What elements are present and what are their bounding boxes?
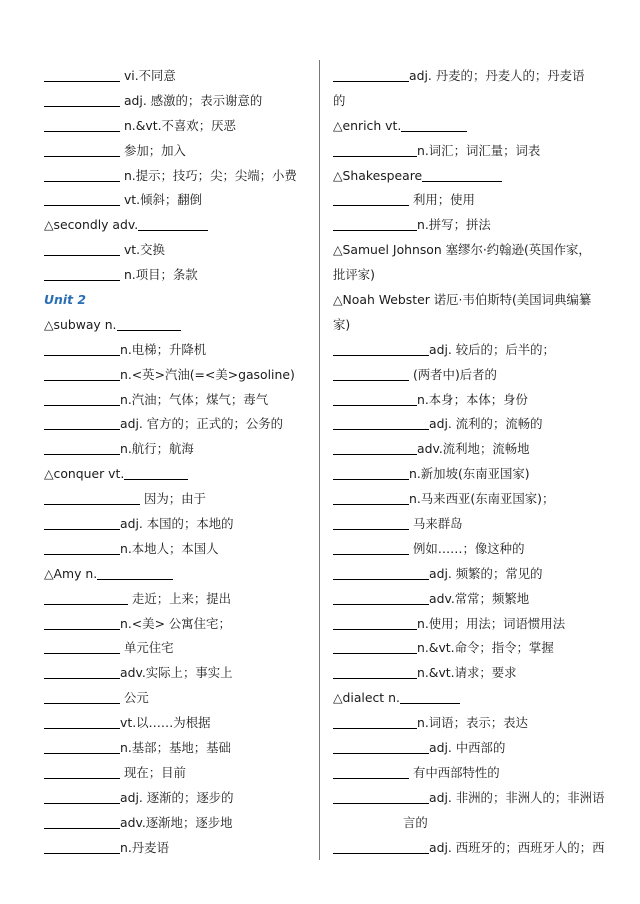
answer-blank <box>333 414 429 430</box>
definition-text: adj. 流利的；流畅的 <box>429 416 543 432</box>
term-entry <box>44 462 306 487</box>
answer-blank <box>97 564 173 580</box>
definition-text: 有中西部特性的 <box>409 764 500 780</box>
column-divider <box>319 60 320 860</box>
definition-text: adj. 逐渐的；逐步的 <box>120 789 234 805</box>
left-column <box>44 64 306 861</box>
definition-text: adj. 丹麦的；丹麦人的；丹麦语 <box>409 68 585 83</box>
term-entry <box>44 213 306 238</box>
definition-text: n.&vt.请求；要求 <box>417 665 517 681</box>
vocab-entry <box>333 562 605 587</box>
answer-blank <box>117 315 181 331</box>
answer-blank <box>333 788 429 804</box>
vocab-entry <box>333 537 605 562</box>
vocab-entry <box>44 238 306 263</box>
term-entry <box>333 686 605 711</box>
definition-text: 现在；目前 <box>120 764 186 780</box>
vocab-entry <box>333 139 605 164</box>
vocab-entry <box>44 64 306 89</box>
answer-blank <box>333 340 429 356</box>
definition-text: n.新加坡(东南亚国家) <box>409 466 530 482</box>
answer-blank <box>333 713 417 729</box>
text-line: △Samuel Johnson 塞缪尔·约翰逊(英国作家， <box>333 242 591 258</box>
answer-blank <box>44 265 120 281</box>
vocab-entry <box>44 537 306 562</box>
definition-text: 马来群岛 <box>409 516 463 532</box>
answer-blank <box>44 788 120 804</box>
term-text: △dialect n. <box>333 690 400 706</box>
answer-blank <box>333 663 417 679</box>
definition-text: n.拼写；拼法 <box>417 217 491 233</box>
answer-blank <box>44 91 120 107</box>
answer-blank <box>333 464 409 480</box>
answer-blank <box>333 589 429 605</box>
answer-blank <box>44 813 120 829</box>
vocab-entry <box>44 636 306 661</box>
answer-blank <box>422 166 502 182</box>
vocab-entry <box>44 487 306 512</box>
vocab-entry <box>333 462 605 487</box>
definition-text: adv.实际上；事实上 <box>120 665 233 681</box>
answer-blank <box>333 141 417 157</box>
vocab-entry <box>333 736 605 761</box>
vocab-entry <box>333 661 605 686</box>
definition-text: adj. 较后的；后半的； <box>429 341 555 357</box>
answer-blank <box>44 688 120 704</box>
answer-blank <box>44 190 120 206</box>
answer-blank <box>44 414 120 430</box>
vocab-entry <box>333 412 605 437</box>
continuation-line: 言的 <box>403 814 428 830</box>
term-text: △enrich vt. <box>333 117 402 133</box>
definition-text: 因为；由于 <box>140 491 206 507</box>
vocab-entry <box>44 188 306 213</box>
definition-text: 公元 <box>120 690 149 706</box>
answer-blank <box>44 489 140 505</box>
vocab-entry <box>44 761 306 786</box>
definition-text: adj. 感激的；表示谢意的 <box>120 92 263 108</box>
vocab-entry <box>333 836 605 861</box>
definition-text: n.项目；条款 <box>120 267 198 283</box>
text-line: 的 <box>333 92 346 108</box>
unit-heading <box>44 288 306 313</box>
answer-blank <box>44 638 120 654</box>
answer-blank <box>333 365 409 381</box>
definition-text: adj. 本国的；本地的 <box>120 516 234 532</box>
vocab-entry <box>44 811 306 836</box>
definition-text: (两者中)后者的 <box>409 366 497 382</box>
vocab-entry <box>333 587 605 612</box>
definition-text: n.本地人；本国人 <box>120 540 219 556</box>
answer-blank <box>333 489 409 505</box>
vocab-entry <box>44 363 306 388</box>
definition-text: n.<美> 公寓住宅； <box>120 615 231 631</box>
vocab-entry <box>333 786 605 811</box>
vocab-entry <box>44 711 306 736</box>
answer-blank <box>44 614 120 630</box>
unit-title: Unit 2 <box>44 292 86 308</box>
definition-text: adv.逐渐地；逐步地 <box>120 814 233 830</box>
vocab-entry <box>333 338 605 363</box>
definition-text: 单元住宅 <box>120 640 174 656</box>
definition-text: n.基部；基地；基础 <box>120 740 231 756</box>
definition-text: adj. 非洲的；非洲人的；非洲语 <box>429 789 605 805</box>
definition-text: adj. 西班牙的；西班牙人的；西 <box>429 839 605 855</box>
definition-text: adv.流利地；流畅地 <box>417 441 530 457</box>
vocab-entry <box>44 412 306 437</box>
answer-blank <box>44 738 120 754</box>
answer-blank <box>333 215 417 231</box>
answer-blank <box>333 514 409 530</box>
vocab-entry <box>44 512 306 537</box>
definition-text: n.汽油；气体；煤气；毒气 <box>120 391 269 407</box>
answer-blank <box>333 390 417 406</box>
answer-blank <box>138 215 208 231</box>
vocab-entry <box>333 711 605 736</box>
answer-blank <box>44 589 128 605</box>
answer-blank <box>401 116 467 132</box>
definition-text: n.航行；航海 <box>120 441 194 457</box>
answer-blank <box>333 763 409 779</box>
definition-text: n.&vt.不喜欢；厌恶 <box>120 117 236 133</box>
term-entry <box>44 562 306 587</box>
definition-text: adj. 频繁的；常见的 <box>429 565 543 581</box>
text-line: △Noah Webster 诺厄·韦伯斯特(美国词典编纂 <box>333 292 592 308</box>
term-text: △secondly adv. <box>44 217 139 233</box>
definition-text: vt.交换 <box>120 242 165 258</box>
answer-blank <box>44 439 120 455</box>
vocab-entry <box>333 64 605 89</box>
vocab-entry <box>333 761 605 786</box>
answer-blank <box>44 663 120 679</box>
vocab-entry <box>44 686 306 711</box>
term-text: △conquer vt. <box>44 466 125 482</box>
vocab-entry <box>333 512 605 537</box>
definition-text: 例如……；像这种的 <box>409 540 525 556</box>
definition-text: n.词语；表示；表达 <box>417 715 528 731</box>
answer-blank <box>44 340 120 356</box>
definition-text: n.使用；用法；词语惯用法 <box>417 615 566 631</box>
vocab-entry <box>333 636 605 661</box>
vocab-entry <box>44 661 306 686</box>
answer-blank <box>333 638 417 654</box>
definition-text: vi.不同意 <box>120 68 176 83</box>
definition-text: 参加；加入 <box>120 142 186 158</box>
answer-blank <box>44 838 120 854</box>
vocab-entry <box>44 338 306 363</box>
definition-text: n.<英>汽油(=<美>gasoline) <box>120 366 295 382</box>
vocab-entry <box>44 836 306 861</box>
answer-blank <box>44 514 120 530</box>
answer-blank <box>333 838 429 854</box>
vocab-entry <box>44 164 306 189</box>
answer-blank <box>400 688 460 704</box>
answer-blank <box>44 240 120 256</box>
answer-blank <box>44 365 120 381</box>
vocab-entry <box>333 437 605 462</box>
term-text: △subway n. <box>44 316 117 332</box>
answer-blank <box>333 564 429 580</box>
definition-text: n.提示；技巧；尖；尖端；小费 <box>120 167 297 183</box>
answer-blank <box>44 763 120 779</box>
definition-text: n.&vt.命令；指令；掌握 <box>417 640 554 656</box>
vocab-entry <box>333 612 605 637</box>
text-line: 家) <box>333 316 351 332</box>
answer-blank <box>124 464 188 480</box>
vocab-entry <box>44 388 306 413</box>
definition-text: 利用；使用 <box>409 192 475 208</box>
definition-text: adj. 官方的；正式的；公务的 <box>120 416 284 432</box>
vocab-entry <box>333 388 605 413</box>
answer-blank <box>44 539 120 555</box>
vocab-entry <box>44 612 306 637</box>
right-column <box>333 64 605 861</box>
term-text: △Shakespeare <box>333 167 423 183</box>
term-text: △Amy n. <box>44 565 98 581</box>
definition-text: vt.倾斜；翻倒 <box>120 192 203 208</box>
vocab-entry <box>44 587 306 612</box>
vocab-entry <box>44 114 306 139</box>
answer-blank <box>44 166 120 182</box>
answer-blank <box>333 738 429 754</box>
answer-blank <box>333 614 417 630</box>
vocab-entry <box>333 213 605 238</box>
definition-text: adj. 中西部的 <box>429 740 506 756</box>
term-entry <box>333 164 605 189</box>
answer-blank <box>44 66 120 82</box>
vocab-entry <box>333 487 605 512</box>
definition-text: vt.以……为根据 <box>120 715 211 731</box>
answer-blank <box>44 116 120 132</box>
term-entry <box>44 313 306 338</box>
answer-blank <box>333 439 417 455</box>
vocab-entry <box>44 139 306 164</box>
vocab-entry <box>44 89 306 114</box>
answer-blank <box>333 66 409 82</box>
answer-blank <box>44 141 120 157</box>
vocab-entry <box>44 736 306 761</box>
term-entry <box>333 114 605 139</box>
definition-text: adv.常常；频繁地 <box>429 590 530 606</box>
definition-text: 走近；上来；提出 <box>128 590 232 606</box>
text-line: 批评家) <box>333 267 376 283</box>
answer-blank <box>333 190 409 206</box>
definition-text: n.马来西亚(东南亚国家)； <box>409 491 555 507</box>
vocab-entry <box>44 263 306 288</box>
answer-blank <box>44 713 120 729</box>
definition-text: n.本身；本体；身份 <box>417 391 528 407</box>
definition-text: n.词汇；词汇量；词表 <box>417 142 541 158</box>
vocab-entry <box>44 437 306 462</box>
vocab-entry <box>44 786 306 811</box>
vocab-entry <box>333 188 605 213</box>
answer-blank <box>44 390 120 406</box>
vocab-entry <box>333 363 605 388</box>
definition-text: n.丹麦语 <box>120 839 169 855</box>
answer-blank <box>333 539 409 555</box>
definition-text: n.电梯；升降机 <box>120 341 207 357</box>
